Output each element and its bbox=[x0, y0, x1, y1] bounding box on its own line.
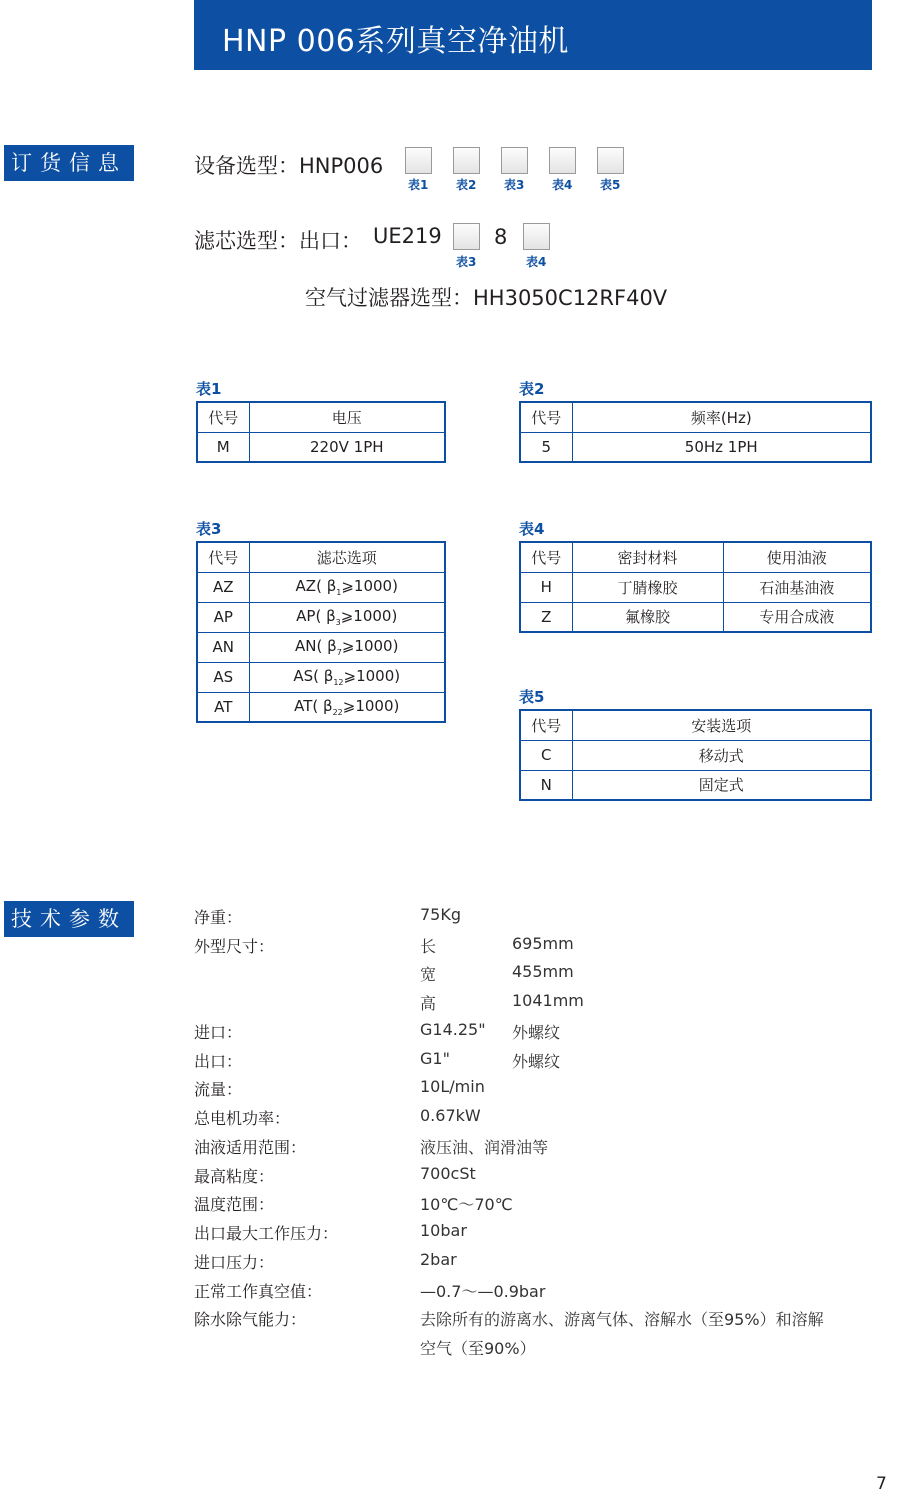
equipment-box-label-1: 表1 bbox=[408, 178, 429, 192]
spec-length-label: 长 bbox=[420, 937, 437, 956]
beta-subscript: 3 bbox=[335, 618, 341, 627]
table-row bbox=[520, 542, 871, 572]
spec-oil-range-value: 液压油、润滑油等 bbox=[420, 1138, 549, 1157]
spec-flow-label: 流量： bbox=[194, 1080, 243, 1099]
filter-option-text: AP( β bbox=[296, 607, 336, 625]
table-cell bbox=[249, 572, 445, 602]
table-cell: 5 bbox=[520, 432, 572, 462]
table-cell bbox=[249, 602, 445, 632]
spec-vacuum-value: —0.7～—0.9bar bbox=[420, 1282, 546, 1301]
table-header-cell: 代号 bbox=[197, 542, 249, 572]
table4-title: 表4 bbox=[519, 520, 545, 538]
table-header-cell: 密封材料 bbox=[572, 542, 723, 572]
page-number: 7 bbox=[876, 1474, 887, 1494]
spec-outlet-pressure-value: 10bar bbox=[420, 1221, 467, 1240]
beta-subscript: 22 bbox=[332, 707, 343, 717]
spec-outlet-label: 出口： bbox=[194, 1052, 243, 1071]
table-row bbox=[197, 432, 445, 462]
spec-height-label: 高 bbox=[420, 994, 437, 1013]
spec-width-value: 455mm bbox=[512, 962, 574, 981]
spec-inlet-label: 进口： bbox=[194, 1023, 243, 1042]
equipment-box-4 bbox=[549, 147, 576, 174]
filter-option-ratio: ⩾1000) bbox=[341, 637, 399, 655]
table-row bbox=[520, 402, 871, 432]
table-header-cell: 安装选项 bbox=[572, 710, 871, 740]
table-row bbox=[197, 402, 445, 432]
spec-max-viscosity-value: 700cSt bbox=[420, 1164, 476, 1183]
filter-box-2 bbox=[523, 223, 550, 250]
table-header-cell: 频率(Hz) bbox=[572, 402, 871, 432]
header-bar bbox=[194, 0, 872, 70]
section-tech-params: 技术参数 bbox=[4, 901, 134, 937]
table3-title: 表3 bbox=[196, 520, 222, 538]
table-cell: AZ bbox=[197, 572, 249, 602]
table-row bbox=[197, 692, 445, 722]
table4 bbox=[519, 541, 872, 633]
table-cell: AT bbox=[197, 692, 249, 722]
spec-outlet-note: 外螺纹 bbox=[512, 1052, 561, 1071]
equipment-box-label-3: 表3 bbox=[504, 178, 525, 192]
table1-title: 表1 bbox=[196, 380, 222, 398]
table-row bbox=[197, 572, 445, 602]
air-filter-model: 空气过滤器选型：HH3050C12RF40V bbox=[305, 286, 668, 310]
equipment-box-3 bbox=[501, 147, 528, 174]
table-cell: AP bbox=[197, 602, 249, 632]
filter-option-ratio: ⩾1000) bbox=[341, 577, 398, 595]
spec-temp-range-value: 10℃～70℃ bbox=[420, 1195, 513, 1214]
spec-outlet-value: G1" bbox=[420, 1049, 450, 1068]
table-row bbox=[520, 572, 871, 602]
table-row bbox=[520, 740, 871, 770]
table-header-cell: 代号 bbox=[197, 402, 249, 432]
page-title: HNP 006系列真空净油机 bbox=[222, 24, 569, 59]
table-cell: 丁腈橡胶 bbox=[572, 572, 723, 602]
section-order-info: 订货信息 bbox=[4, 145, 134, 181]
spec-dehydration-line2: 空气（至90%） bbox=[420, 1339, 536, 1358]
table-row bbox=[197, 542, 445, 572]
filter-code: UE219 bbox=[373, 224, 442, 248]
table-row bbox=[197, 602, 445, 632]
spec-motor-power-value: 0.67kW bbox=[420, 1106, 481, 1125]
filter-option-ratio: ⩾1000) bbox=[342, 696, 400, 715]
spec-dimensions-label: 外型尺寸： bbox=[194, 937, 275, 956]
table-row bbox=[197, 662, 445, 692]
filter-option-text: AZ( β bbox=[295, 577, 337, 595]
table-header-cell: 滤芯选项 bbox=[249, 542, 445, 572]
spec-net-weight-value: 75Kg bbox=[420, 905, 462, 924]
table-cell: N bbox=[520, 770, 572, 800]
filter-option-text: AS( β bbox=[293, 667, 334, 685]
table-cell: 50Hz 1PH bbox=[572, 432, 871, 462]
table2 bbox=[519, 401, 872, 463]
spec-oil-range-label: 油液适用范围： bbox=[194, 1138, 307, 1157]
equipment-box-label-4: 表4 bbox=[552, 178, 573, 192]
spec-inlet-note: 外螺纹 bbox=[512, 1023, 561, 1042]
table-cell: M bbox=[197, 432, 249, 462]
table-cell bbox=[249, 632, 445, 662]
filter-box-label-1: 表3 bbox=[456, 255, 477, 269]
table-cell: 专用合成液 bbox=[723, 602, 871, 632]
table-row bbox=[520, 770, 871, 800]
table3 bbox=[196, 541, 446, 723]
table-row bbox=[520, 602, 871, 632]
spec-temp-range-label: 温度范围： bbox=[194, 1195, 275, 1214]
table-header-cell: 使用油液 bbox=[723, 542, 871, 572]
filter-box-label-2: 表4 bbox=[526, 255, 547, 269]
table-cell: 氟橡胶 bbox=[572, 602, 723, 632]
spec-height-value: 1041mm bbox=[512, 991, 584, 1010]
filter-mid-code: 8 bbox=[494, 225, 508, 249]
table-cell: H bbox=[520, 572, 572, 602]
beta-subscript: 12 bbox=[333, 678, 344, 687]
table5-title: 表5 bbox=[519, 688, 545, 706]
equipment-box-2 bbox=[453, 147, 480, 174]
table-cell: Z bbox=[520, 602, 572, 632]
table-row bbox=[520, 432, 871, 462]
table-cell: C bbox=[520, 740, 572, 770]
table-cell: AS bbox=[197, 662, 249, 692]
equipment-box-5 bbox=[597, 147, 624, 174]
filter-option-text: AT( β bbox=[294, 696, 333, 715]
table1 bbox=[196, 401, 446, 463]
table-header-cell: 代号 bbox=[520, 402, 572, 432]
spec-net-weight-label: 净重： bbox=[194, 908, 243, 927]
equipment-box-1 bbox=[405, 147, 432, 174]
filter-option-ratio: ⩾1000) bbox=[343, 667, 401, 685]
spec-outlet-pressure-label: 出口最大工作压力： bbox=[194, 1224, 339, 1243]
table-row bbox=[520, 710, 871, 740]
table2-title: 表2 bbox=[519, 380, 545, 398]
equipment-box-label-5: 表5 bbox=[600, 178, 621, 192]
equipment-box-label-2: 表2 bbox=[456, 178, 477, 192]
spec-inlet-value: G14.25" bbox=[420, 1020, 486, 1039]
table-cell: AN bbox=[197, 632, 249, 662]
table-cell bbox=[249, 692, 445, 722]
table-header-cell: 代号 bbox=[520, 542, 572, 572]
table5 bbox=[519, 709, 872, 801]
spec-dehydration-line1: 去除所有的游离水、游离气体、溶解水（至95%）和溶解 bbox=[420, 1310, 824, 1329]
filter-option-ratio: ⩾1000) bbox=[340, 607, 398, 625]
spec-dehydration-label: 除水除气能力： bbox=[194, 1310, 307, 1329]
spec-inlet-pressure-value: 2bar bbox=[420, 1250, 457, 1269]
spec-flow-value: 10L/min bbox=[420, 1077, 485, 1096]
table-header-cell: 电压 bbox=[249, 402, 445, 432]
spec-max-viscosity-label: 最高粘度： bbox=[194, 1167, 275, 1186]
table-cell: 石油基油液 bbox=[723, 572, 871, 602]
table-cell: 220V 1PH bbox=[249, 432, 445, 462]
table-row bbox=[197, 632, 445, 662]
spec-vacuum-label: 正常工作真空值： bbox=[194, 1282, 323, 1301]
beta-subscript: 7 bbox=[336, 648, 342, 657]
spec-width-label: 宽 bbox=[420, 965, 437, 984]
table-cell: 固定式 bbox=[572, 770, 871, 800]
spec-length-value: 695mm bbox=[512, 934, 574, 953]
filter-box-1 bbox=[453, 223, 480, 250]
beta-subscript: 1 bbox=[336, 588, 342, 597]
spec-motor-power-label: 总电机功率： bbox=[194, 1109, 291, 1128]
equipment-model-label: 设备选型：HNP006 bbox=[194, 154, 384, 178]
filter-option-text: AN( β bbox=[295, 637, 337, 655]
table-cell: 移动式 bbox=[572, 740, 871, 770]
spec-inlet-pressure-label: 进口压力： bbox=[194, 1253, 275, 1272]
table-header-cell: 代号 bbox=[520, 710, 572, 740]
table-cell bbox=[249, 662, 445, 692]
filter-model-label: 滤芯选型：出口： bbox=[194, 229, 362, 253]
